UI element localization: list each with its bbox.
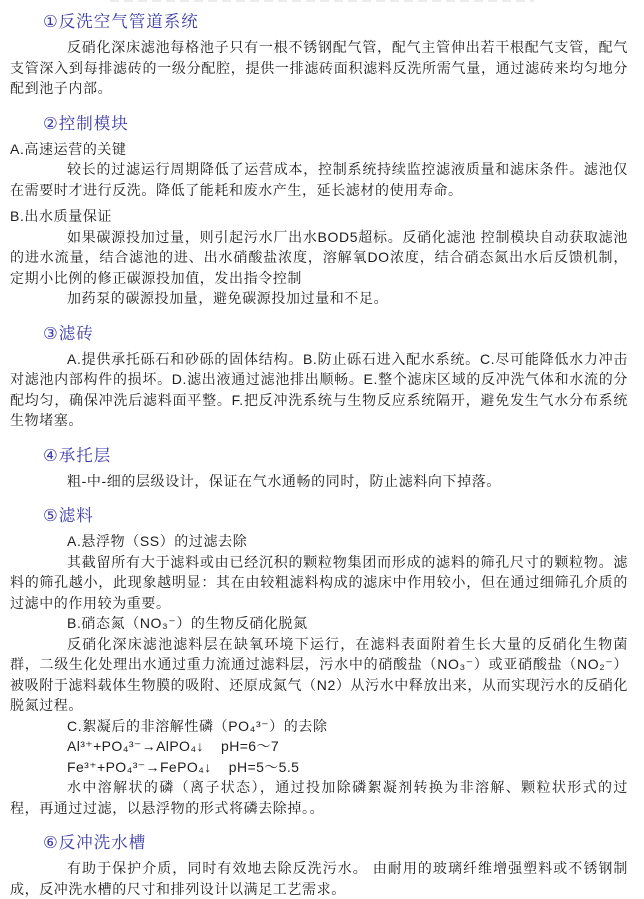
section-body: [10, 531, 628, 818]
paragraph: 反硝化深床滤池滤料层在缺氧环境下运行，在滤料表面附着生长大量的反硝化生物菌群，二级生化处理出水通过重力流通过滤料层，污水中的硝酸盐（NO₃⁻）或亚硝酸盐（NO₂⁻）被吸附于滤料载体生物膜的吸附、还原成氮气（N2）从污水中释放出来，从而实现污水的反硝化脱氮过程。: [10, 635, 628, 713]
paragraph: B.硝态氮（NO₃⁻）的生物反硝化脱氮: [67, 615, 308, 631]
section-filter-brick: [10, 324, 628, 431]
section-body: [10, 139, 628, 309]
section-supporting-layer: [10, 446, 628, 492]
paragraph: A.提供承托砾石和砂砾的固体结构。B.防止砾石进入配水系统。C.尽可能降低水力冲击对滤池内部构件的损坏。D.滤出液通过滤池排出顺畅。E.整个滤床区域的反冲洗气体和水流的分配均匀，确保冲洗后滤料面平整。F.把反冲洗系统与生物反应系统隔开，避免发生气水分布系统生物堵塞。: [10, 350, 628, 428]
section-body: [10, 349, 628, 431]
sub-heading: B.出水质量保证: [10, 208, 113, 224]
paragraph: 有助于保护介质，同时有效地去除反洗污水。 由耐用的玻璃纤维增强塑料或不锈钢制成，反冲洗水槽的尺寸和排列设计以满足工艺需求。: [10, 860, 628, 897]
section-title-backwash-trough: ⑥反冲洗水槽: [43, 834, 147, 852]
paragraph: 如果碳源投加过量，则引起污水厂出水BOD5超标。反硝化滤池 控制模块自动获取滤池的进水流量，结合滤池的进、出水硝酸盐浓度，溶解氧DO浓度，结合硝态氮出水后反馈机制，定期小比例的修正碳源投加值，发出指令控制: [10, 228, 628, 286]
section-body: [10, 471, 628, 492]
clipped-text-artifact: [110, 0, 534, 2]
section-title-supporting-layer: ④承托层: [43, 446, 112, 465]
paragraph: 其截留所有大于滤料或由已经沉积的颗粒物集团而形成的滤料的筛孔尺寸的颗粒物。滤料的筛孔越小，此现象越明显：其在由较粗滤料构成的滤床中作用较小，但在通过细筛孔介质的过滤中的作用较为重要。: [10, 553, 628, 611]
section-backwash-trough: [10, 833, 628, 899]
chemical-formula: Al³⁺+PO₄³⁻→AlPO₄↓ pH=6～7: [67, 738, 280, 754]
section-title-backwash-air-piping-system: ①反洗空气管道系统: [43, 13, 199, 31]
paragraph: 水中溶解状的磷（离子状态），通过投加除磷絮凝剂转换为非溶解、颗粒状形式的过程，再通过过滤，以悬浮物的形式将磷去除掉。。: [10, 779, 628, 816]
chemical-formula: Fe³⁺+PO₄³⁻→FePO₄↓ pH=5～5.5: [67, 758, 300, 775]
sub-heading: A.高速运营的关键: [10, 140, 127, 157]
paragraph: 反硝化深床滤池每格池子只有一根不锈钢配气管，配气主管伸出若干根配气支管，配气支管深入到每排滤砖的一级分配腔，提供一排滤砖面积滤料反洗所需气量，通过滤砖来均匀地分配到池子内部。: [10, 39, 628, 96]
section-control-module: [10, 114, 628, 309]
section-backwash-air-piping-system: [10, 12, 628, 99]
section-title-filter-brick: ③滤砖: [43, 324, 94, 343]
paragraph: 较长的过滤运行周期降低了运营成本，控制系统持续监控滤液质量和滤床条件。滤池仅在需要时才进行反洗。降低了能耗和废水产生，延长滤材的使用寿命。: [10, 161, 628, 198]
paragraph: A.悬浮物（SS）的过滤去除: [67, 533, 248, 549]
paragraph: C.絮凝后的非溶解性磷（PO₄³⁻）的去除: [67, 717, 328, 734]
paragraph: 粗-中-细的层级设计，保证在气水通畅的同时，防止滤料向下掉落。: [67, 472, 501, 489]
section-title-control-module: ②控制模块: [43, 114, 129, 133]
section-title-filter-media: ⑤滤料: [43, 507, 94, 525]
paragraph: 加药泵的碳源投加量，避免碳源投加过量和不足。: [67, 290, 389, 306]
section-body: [10, 37, 628, 99]
section-filter-media: [10, 506, 628, 818]
section-body: [10, 858, 628, 899]
